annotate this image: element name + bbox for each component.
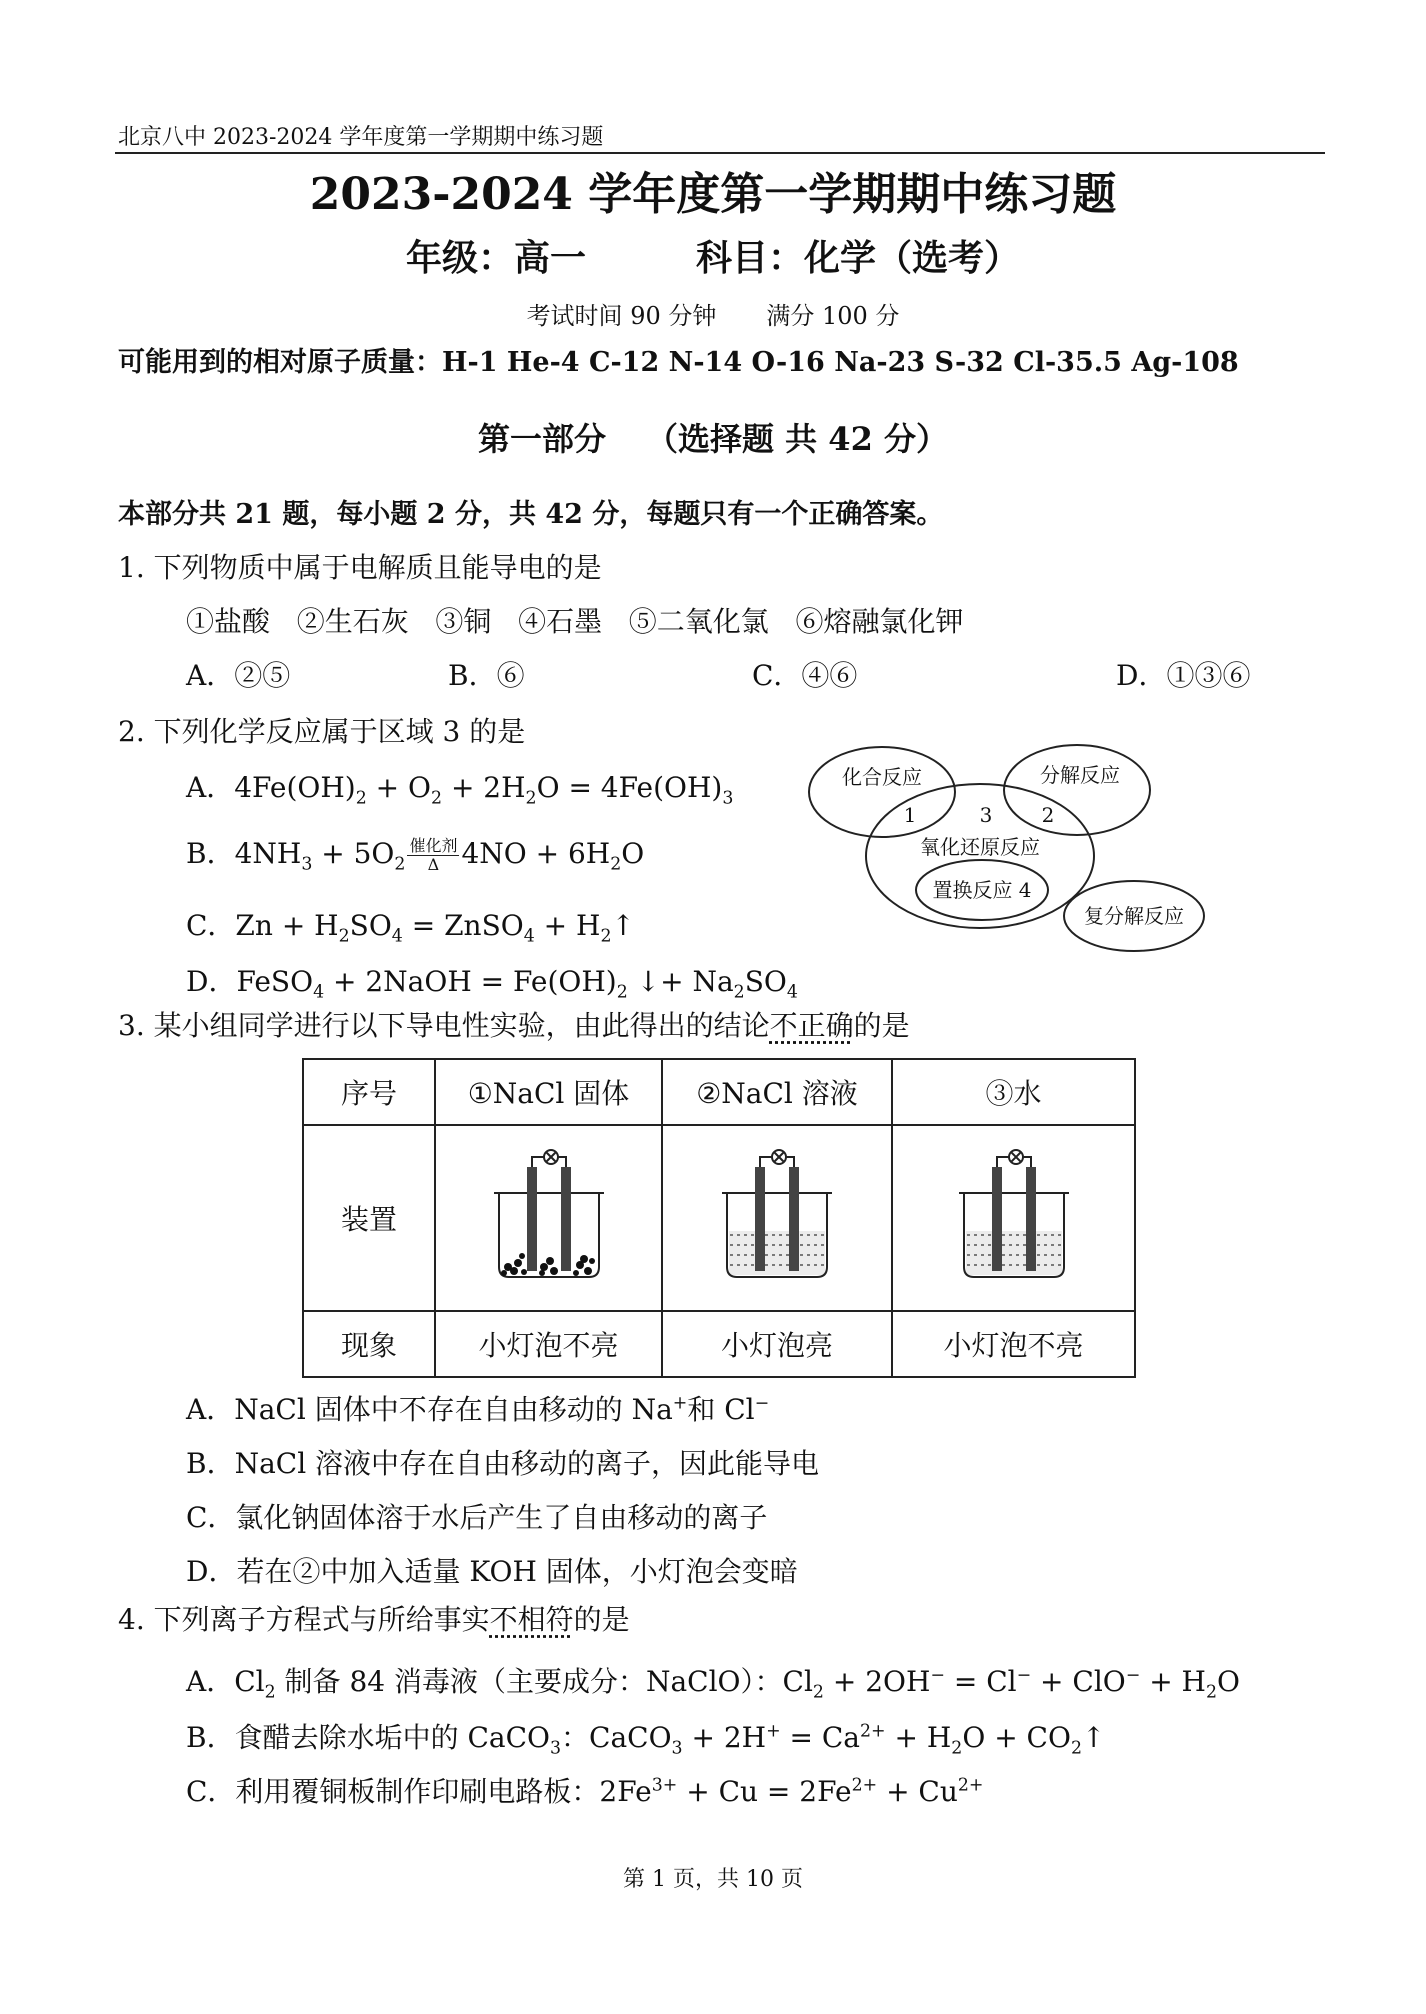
- q3-stem: 3. 某小组同学进行以下导电性实验，由此得出的结论不正确的是: [118, 1009, 910, 1042]
- beaker-solid-icon: [474, 1145, 624, 1285]
- experiment-table: [302, 1058, 1136, 1378]
- combination-ellipse: [809, 747, 955, 837]
- q4-option-c: C．利用覆铜板制作印刷电路板：$2Fe^{3+} + Cu = 2Fe^{2+} + Cu^{2+}$: [186, 1775, 984, 1808]
- q2-option-b: B．$4NH_3 + 5O_2$ $\frac{\text{催化剂}}{\Delta}$ $4NO + 6H_2O$: [186, 836, 645, 875]
- q2-stem: 2. 下列化学反应属于区域 3 的是: [118, 715, 526, 748]
- device-solid: [435, 1125, 662, 1311]
- region-2: 2: [1041, 803, 1055, 827]
- part-one-title: [0, 414, 1426, 460]
- q3-option-b: B．NaCl 溶液中存在自由移动的离子，因此能导电: [186, 1447, 820, 1480]
- device-water: [892, 1125, 1135, 1311]
- catalyst-condition: $\frac{\text{催化剂}}{\Delta}$: [409, 836, 458, 874]
- redox-label: 氧化还原反应: [920, 835, 1040, 859]
- q2-option-a: A．$4Fe(OH)_2 + O_2 + 2H_2O = 4Fe(OH)_3$: [186, 771, 734, 809]
- part-one-label: 第一部分: [478, 420, 607, 458]
- phenomenon-solid: 小灯泡不亮: [435, 1311, 662, 1377]
- table-header-water: ③水: [892, 1059, 1135, 1125]
- combination-label: 化合反应: [842, 765, 922, 789]
- q2-option-c: C．$Zn + H_2SO_4$ = ZnSO$_4$ + $H_2↑$: [186, 909, 635, 947]
- table-header-solution: ②NaCl 溶液: [662, 1059, 892, 1125]
- subject-label: 科目：化学（选考）: [696, 237, 1021, 279]
- replacement-label: 置换反应 4: [932, 878, 1032, 902]
- exam-info: [0, 296, 1426, 331]
- q3-emphasis: 不正确: [769, 1009, 854, 1042]
- table-row-device-label: 装置: [303, 1125, 435, 1311]
- q4-option-a: A．$Cl_2$ 制备 84 消毒液（主要成分：NaClO）：$Cl_2 + 2OH^- = Cl^- + ClO^- + H_2O$: [186, 1665, 1240, 1703]
- q3-option-a: A．NaCl 固体中不存在自由移动的 Na+和 Cl−: [186, 1393, 770, 1426]
- header-divider: [115, 152, 1325, 154]
- double-decomposition-label: 复分解反应: [1084, 904, 1184, 928]
- q3-option-d: D．若在②中加入适量 KOH 固体，小灯泡会变暗: [186, 1555, 798, 1588]
- reaction-type-diagram: [800, 740, 1220, 970]
- part-one-subtitle: （选择题 共 42 分）: [646, 420, 948, 458]
- q1-items: ①盐酸 ②生石灰 ③铜 ④石墨 ⑤二氧化氯 ⑥熔融氯化钾: [186, 605, 964, 638]
- atomic-masses: 可能用到的相对原子质量：H-1 He-4 C-12 N-14 O-16 Na-23 S-32 Cl-35.5 Ag-108: [118, 347, 1239, 378]
- table-row-phenomenon-label: 现象: [303, 1311, 435, 1377]
- beaker-water-icon: [939, 1145, 1089, 1285]
- page-title: 2023-2024 学年度第一学期期中练习题: [309, 169, 1117, 220]
- q1-option-d: D．①③⑥: [1116, 659, 1251, 692]
- table-header-index: 序号: [303, 1059, 435, 1125]
- q1-option-b: B．⑥: [448, 659, 525, 692]
- region-3: 3: [979, 803, 993, 827]
- exam-score: 满分 100 分: [766, 302, 900, 330]
- q1-option-a: A．②⑤: [186, 659, 291, 692]
- phenomenon-water: 小灯泡不亮: [892, 1311, 1135, 1377]
- region-1: 1: [903, 803, 917, 827]
- q1-option-c: C．④⑥: [752, 659, 858, 692]
- beaker-solution-icon: [702, 1145, 852, 1285]
- q3-option-c: C．氯化钠固体溶于水后产生了自由移动的离子: [186, 1501, 768, 1534]
- q4-option-b: B．食醋去除水垢中的 CaCO$_3$：CaCO$_3$ + $2H^+ = Ca^{2+} + H_2O$ + $CO_2↑$: [186, 1721, 1106, 1759]
- grade-label: 年级：高一: [405, 237, 586, 279]
- q4-emphasis: 不相符: [489, 1603, 574, 1636]
- q4-stem: 4. 下列离子方程式与所给事实不相符的是: [118, 1603, 630, 1636]
- q2-option-d: D．FeSO$_4$ + 2NaOH = $Fe(OH)_2$ ↓+ $Na_2SO_4$: [186, 965, 798, 1003]
- grade-subject-line: [0, 230, 1426, 281]
- part-one-instruction: 本部分共 21 题，每小题 2 分，共 42 分，每题只有一个正确答案。: [118, 499, 944, 530]
- device-solution: [662, 1125, 892, 1311]
- table-header-solid: ①NaCl 固体: [435, 1059, 662, 1125]
- page-footer: 第 1 页，共 10 页: [623, 1867, 803, 1892]
- phenomenon-solution: 小灯泡亮: [662, 1311, 892, 1377]
- exam-time: 考试时间 90 分钟: [526, 302, 717, 330]
- decomposition-label: 分解反应: [1040, 763, 1120, 787]
- school-header: 北京八中 2023-2024 学年度第一学期期中练习题: [118, 125, 604, 150]
- q1-stem: 1. 下列物质中属于电解质且能导电的是: [118, 551, 602, 584]
